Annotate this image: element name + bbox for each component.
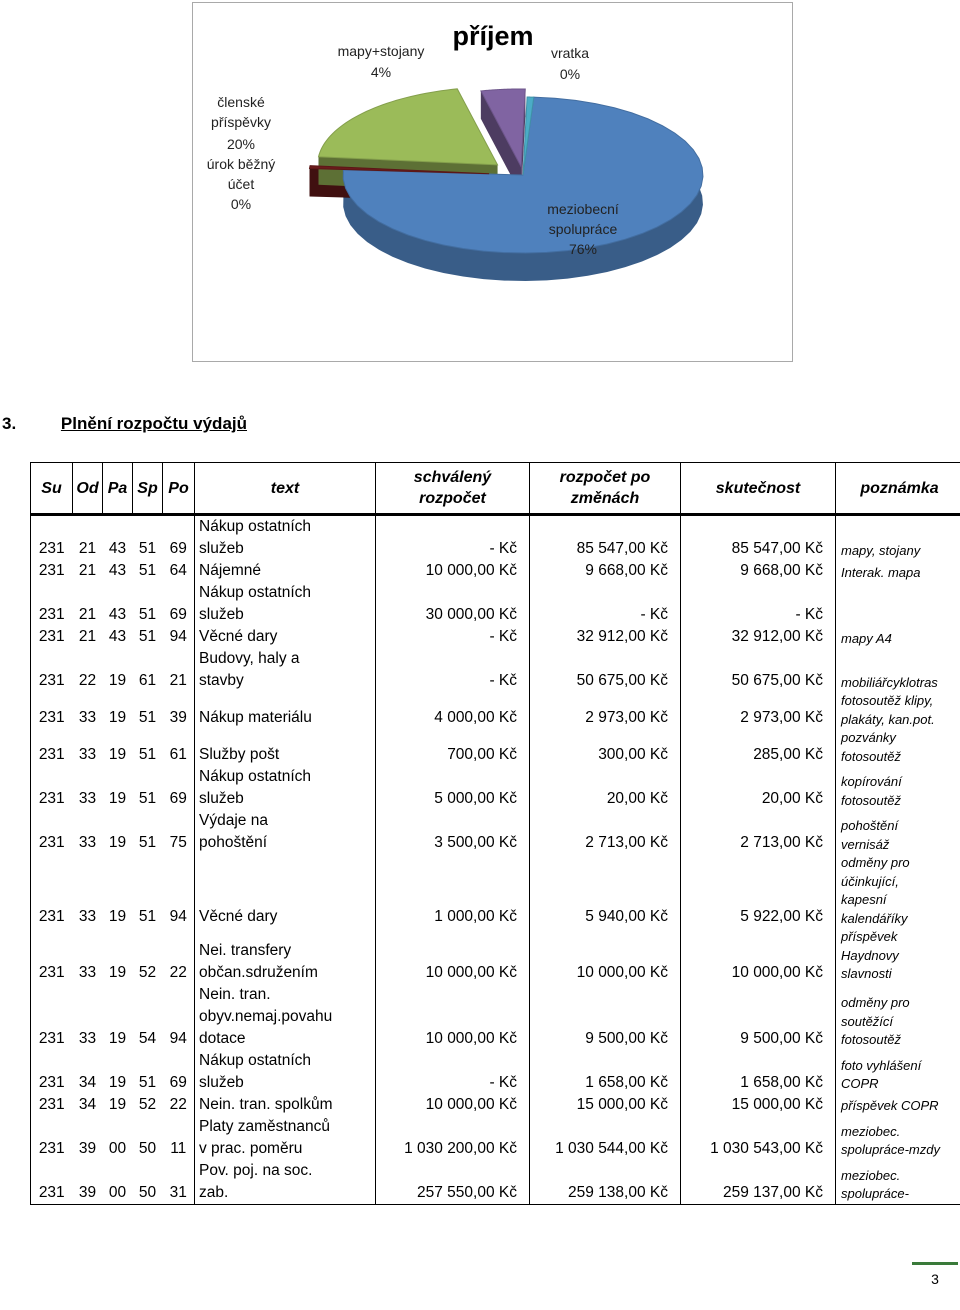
cell-budget-after-changes: 259 138,00 Kč (530, 1160, 681, 1205)
cell-note-line: kapesní (841, 892, 887, 907)
cell-text (195, 729, 376, 766)
cell-note-line: COPR (841, 1076, 879, 1091)
cell-text-line: obyv.nemaj.povahu (199, 1007, 333, 1025)
cell-text-line: Nein. tran. spolkům (199, 1095, 333, 1113)
cell-budget-after-changes: 32 912,00 Kč (530, 626, 681, 648)
cell-od: 39 (78, 1139, 97, 1157)
cell-text-line: Pov. poj. na soc. (199, 1161, 313, 1179)
cell-sp: 50 (133, 1160, 163, 1205)
cell-text-line: Nei. transfery (199, 941, 292, 959)
section-number: 3. (2, 414, 17, 433)
cell-su: 231 (31, 560, 73, 582)
cell-od: 33 (78, 908, 97, 925)
cell-text-line: Nákup materiálu (199, 709, 312, 726)
cell-approved-budget: 4 000,00 Kč (376, 692, 530, 729)
cell-su: 231 (31, 854, 73, 928)
cell-sp: 51 (138, 709, 157, 726)
cell-sp: 51 (138, 834, 157, 851)
cell-pa: 19 (108, 1095, 127, 1113)
cell-note (836, 626, 960, 648)
cell-su: 231 (31, 810, 73, 854)
cell-sp: 51 (138, 540, 157, 557)
cell-actual: 15 000,00 Kč (681, 1094, 836, 1116)
cell-note (836, 729, 960, 766)
cell-po: 69 (163, 766, 195, 810)
cell-sp: 52 (138, 1095, 157, 1113)
cell-note-line: soutěžící (841, 1013, 894, 1029)
cell-text-line: služeb (199, 540, 244, 557)
cell-po: 21 (163, 648, 195, 692)
cell-text-line: v prac. poměru (199, 1139, 303, 1157)
cell-text-line: služeb (199, 606, 244, 623)
cell-pa: 19 (108, 963, 127, 981)
cell-budget-after-changes: 15 000,00 Kč (530, 1094, 681, 1116)
table-row (31, 515, 960, 561)
cell-text (195, 560, 376, 582)
table-row (31, 928, 960, 984)
cell-od: 33 (78, 834, 97, 851)
cell-text (195, 1094, 376, 1116)
cell-note-line: fotosoutěž klipy, (841, 693, 934, 708)
header-su: Su (31, 463, 73, 515)
pie-label-percent: 0% (230, 196, 252, 212)
section-title: Plnění rozpočtu výdajů (60, 414, 248, 433)
cell-note-line: příspěvek COPR (841, 1098, 939, 1113)
cell-approved-budget: 10 000,00 Kč (376, 984, 530, 1050)
cell-approved-budget: 10 000,00 Kč (376, 928, 530, 984)
cell-approved-budget: - Kč (376, 626, 530, 648)
cell-budget-after-changes: 10 000,00 Kč (530, 928, 681, 984)
cell-actual: 2 713,00 Kč (681, 810, 836, 854)
cell-text-line: služeb (199, 1073, 244, 1091)
cell-text-line: Budovy, haly a (199, 650, 300, 667)
cell-actual: 285,00 Kč (681, 729, 836, 766)
cell-text-line: Nein. tran. (199, 985, 271, 1003)
expenditure-table (30, 462, 960, 1205)
table-row (31, 626, 960, 648)
cell-approved-budget: 5 000,00 Kč (376, 766, 530, 810)
table-row (31, 1094, 960, 1116)
cell-note-line: mapy A4 (841, 630, 892, 646)
pie-label-percent: 20% (226, 136, 256, 152)
cell-actual: 5 922,00 Kč (681, 854, 836, 928)
cell-text (195, 1160, 376, 1205)
cell-text-line: služeb (199, 790, 244, 807)
cell-text-line: zab. (199, 1183, 229, 1201)
cell-pa: 00 (108, 1139, 127, 1157)
table-row (31, 810, 960, 854)
cell-note-line: spolupráce- (841, 1186, 909, 1201)
section-heading (2, 414, 247, 434)
cell-note-line: kalendáříky (841, 910, 908, 926)
cell-note (836, 1050, 960, 1094)
cell-note-line: odměny pro (841, 995, 910, 1010)
cell-su: 231 (31, 515, 73, 561)
cell-approved-budget: 10 000,00 Kč (376, 1094, 530, 1116)
cell-actual: 20,00 Kč (681, 766, 836, 810)
table-row (31, 984, 960, 1050)
cell-note-line: odměny pro (841, 855, 910, 870)
cell-note (836, 854, 960, 928)
cell-text (195, 1050, 376, 1094)
pie-label-percent: 76% (568, 241, 598, 257)
cell-pa: 43 (108, 562, 127, 579)
cell-note (836, 766, 960, 810)
cell-actual: - Kč (681, 582, 836, 626)
cell-od: 33 (78, 746, 97, 763)
cell-sp: 51 (138, 790, 157, 807)
page-number: 3 (912, 1262, 958, 1306)
cell-od: 34 (78, 1073, 97, 1091)
cell-note (836, 928, 960, 984)
cell-sp: 61 (138, 672, 157, 689)
pie-label-percent: 0% (559, 66, 581, 82)
cell-pa: 19 (108, 834, 127, 851)
cell-text (195, 854, 376, 928)
cell-text (195, 1116, 376, 1160)
cell-text-line: Nákup ostatních (199, 518, 312, 535)
cell-note (836, 582, 960, 626)
header-budget-after-changes: rozpočet po změnách (530, 463, 681, 515)
cell-approved-budget: 700,00 Kč (376, 729, 530, 766)
cell-sp: 52 (138, 963, 157, 981)
cell-text-line: Nákup ostatních (199, 768, 312, 785)
cell-pa: 43 (108, 628, 127, 645)
cell-note-line: příspěvek (841, 929, 898, 944)
table-row (31, 648, 960, 692)
cell-po: 94 (163, 854, 195, 928)
cell-po: 31 (163, 1160, 195, 1205)
cell-note (836, 1116, 960, 1160)
cell-note (836, 515, 960, 561)
cell-note (836, 810, 960, 854)
cell-budget-after-changes: 50 675,00 Kč (530, 648, 681, 692)
cell-su: 231 (31, 1160, 73, 1205)
cell-text-line: Nákup ostatních (199, 1051, 312, 1069)
cell-text-line: občan.sdružením (199, 963, 318, 981)
cell-note (836, 648, 960, 692)
cell-note-line: meziobec. (841, 1167, 901, 1183)
cell-budget-after-changes: 20,00 Kč (530, 766, 681, 810)
pie-label-meziobecni: spolupráce (548, 221, 618, 237)
cell-budget-after-changes: 2 973,00 Kč (530, 692, 681, 729)
cell-text (195, 928, 376, 984)
cell-text (195, 984, 376, 1050)
cell-actual: 259 137,00 Kč (681, 1160, 836, 1205)
cell-note-line: vernisáž (841, 836, 890, 852)
cell-approved-budget: 10 000,00 Kč (376, 560, 530, 582)
cell-sp: 50 (138, 1139, 157, 1157)
cell-note-line: Haydnovy (841, 947, 899, 963)
cell-note-line: fotosoutěž (841, 748, 901, 764)
cell-su: 231 (31, 692, 73, 729)
cell-note-line: kopírování (841, 774, 902, 789)
cell-actual: 9 500,00 Kč (681, 984, 836, 1050)
cell-actual: 1 658,00 Kč (681, 1050, 836, 1094)
cell-note-line: mapy, stojany (841, 542, 921, 558)
cell-pa: 00 (103, 1160, 133, 1205)
header-pa: Pa (103, 463, 133, 515)
table-row (31, 1116, 960, 1160)
cell-po: 69 (163, 582, 195, 626)
cell-note-line: meziobec. (841, 1123, 901, 1139)
header-text: text (195, 463, 376, 515)
cell-text-line: Služby pošt (199, 746, 280, 763)
cell-od: 21 (78, 540, 97, 557)
cell-note-line: mobiliářcyklotras (841, 674, 938, 690)
cell-text-line: dotace (199, 1029, 246, 1047)
cell-text-line: pohoštění (199, 834, 268, 851)
cell-pa: 19 (108, 746, 127, 763)
pie-label-mapy: mapy+stojany (337, 43, 425, 59)
header-actual: skutečnost (681, 463, 836, 515)
cell-note (836, 560, 960, 582)
chart-title: příjem (452, 21, 534, 51)
cell-text-line: Nákup ostatních (199, 584, 312, 601)
cell-note-line: plakáty, kan.pot. (841, 711, 935, 727)
cell-sp: 54 (138, 1029, 157, 1047)
table-row (31, 560, 960, 582)
cell-approved-budget: - Kč (376, 1050, 530, 1094)
cell-sp: 51 (138, 746, 157, 763)
cell-po: 94 (163, 984, 195, 1050)
cell-approved-budget: - Kč (376, 648, 530, 692)
cell-sp: 51 (138, 562, 157, 579)
cell-budget-after-changes: 85 547,00 Kč (530, 515, 681, 561)
cell-od: 39 (73, 1160, 103, 1205)
cell-text-line: stavby (199, 672, 244, 689)
cell-actual: 10 000,00 Kč (681, 928, 836, 984)
cell-pa: 19 (108, 672, 127, 689)
cell-po: 75 (163, 810, 195, 854)
cell-note-line: pohoštění (841, 818, 899, 833)
cell-su: 231 (31, 648, 73, 692)
cell-note-line: slavnosti (841, 966, 892, 981)
cell-text-line: Věcné dary (199, 908, 278, 925)
cell-text-line: Nájemné (199, 562, 262, 579)
cell-text (195, 810, 376, 854)
cell-approved-budget: 1 030 200,00 Kč (376, 1116, 530, 1160)
cell-po: 69 (163, 1050, 195, 1094)
cell-text (195, 648, 376, 692)
cell-sp: 51 (138, 606, 157, 623)
cell-note-line: účinkující, (841, 873, 899, 889)
cell-note-line: fotosoutěž (841, 1032, 901, 1047)
cell-od: 33 (78, 709, 97, 726)
cell-od: 21 (78, 628, 97, 645)
cell-pa: 19 (108, 709, 127, 726)
cell-su: 231 (31, 928, 73, 984)
cell-approved-budget: 30 000,00 Kč (376, 582, 530, 626)
cell-su: 231 (31, 1094, 73, 1116)
pie-label-clenske: členské (217, 94, 265, 110)
pie-label-vratka: vratka (550, 45, 590, 61)
pie-label-meziobecni: meziobecní (547, 201, 619, 217)
table-header-row (31, 463, 960, 515)
pie-chart-canvas (193, 3, 792, 361)
cell-po: 61 (163, 729, 195, 766)
cell-approved-budget: 257 550,00 Kč (376, 1160, 530, 1205)
cell-text (195, 515, 376, 561)
cell-su: 231 (31, 1116, 73, 1160)
header-po: Po (163, 463, 195, 515)
pie-slice (318, 89, 497, 165)
cell-od: 34 (78, 1095, 97, 1113)
cell-po: 22 (163, 1094, 195, 1116)
cell-su: 231 (31, 626, 73, 648)
table-row (31, 582, 960, 626)
header-sp: Sp (133, 463, 163, 515)
cell-po: 94 (163, 626, 195, 648)
cell-approved-budget: 1 000,00 Kč (376, 854, 530, 928)
cell-note-line: Interak. mapa (841, 564, 921, 580)
pie-label-urok: úrok běžný (206, 156, 276, 172)
cell-pa: 43 (108, 606, 127, 623)
cell-text-line: Výdaje na (199, 812, 268, 829)
cell-po: 64 (163, 560, 195, 582)
cell-po: 69 (163, 515, 195, 561)
cell-od: 22 (78, 672, 97, 689)
cell-od: 33 (78, 790, 97, 807)
cell-od: 21 (78, 606, 97, 623)
income-pie-chart (192, 2, 793, 362)
cell-pa: 43 (108, 540, 127, 557)
pie-label-percent: 4% (370, 64, 392, 80)
cell-su: 231 (31, 582, 73, 626)
table-row (31, 854, 960, 928)
cell-actual: 85 547,00 Kč (681, 515, 836, 561)
cell-sp: 51 (138, 908, 157, 925)
cell-od: 33 (78, 1029, 97, 1047)
cell-su: 231 (31, 766, 73, 810)
cell-su: 231 (31, 729, 73, 766)
table-row (31, 729, 960, 766)
cell-po: 11 (163, 1116, 195, 1160)
cell-text (195, 692, 376, 729)
header-approved-budget: schválený rozpočet (376, 463, 530, 515)
cell-pa: 19 (108, 1073, 127, 1091)
table-row (31, 692, 960, 729)
cell-po: 39 (163, 692, 195, 729)
cell-pa: 19 (108, 908, 127, 925)
cell-budget-after-changes: 2 713,00 Kč (530, 810, 681, 854)
cell-budget-after-changes: 1 658,00 Kč (530, 1050, 681, 1094)
cell-note-line: foto vyhlášení (841, 1057, 922, 1073)
cell-od: 21 (78, 562, 97, 579)
header-od: Od (73, 463, 103, 515)
cell-budget-after-changes: - Kč (530, 582, 681, 626)
header-note: poznámka (836, 463, 960, 515)
cell-text (195, 582, 376, 626)
cell-sp: 51 (138, 628, 157, 645)
cell-actual: 2 973,00 Kč (681, 692, 836, 729)
table-row (31, 1050, 960, 1094)
cell-sp: 51 (138, 1073, 157, 1091)
cell-su: 231 (31, 1050, 73, 1094)
cell-approved-budget: - Kč (376, 515, 530, 561)
cell-budget-after-changes: 1 030 544,00 Kč (530, 1116, 681, 1160)
cell-note-line: pozvánky (841, 730, 896, 745)
cell-actual: 32 912,00 Kč (681, 626, 836, 648)
cell-budget-after-changes: 300,00 Kč (530, 729, 681, 766)
cell-note (836, 984, 960, 1050)
cell-budget-after-changes: 9 500,00 Kč (530, 984, 681, 1050)
cell-pa: 19 (108, 1029, 127, 1047)
table-row (31, 766, 960, 810)
cell-text (195, 626, 376, 648)
cell-note (836, 1094, 960, 1116)
cell-pa: 19 (108, 790, 127, 807)
cell-text-line: Platy zaměstnanců (199, 1117, 330, 1135)
cell-text (195, 766, 376, 810)
cell-note-line: fotosoutěž (841, 792, 901, 808)
cell-budget-after-changes: 9 668,00 Kč (530, 560, 681, 582)
cell-approved-budget: 3 500,00 Kč (376, 810, 530, 854)
cell-note (836, 692, 960, 729)
cell-note-line: spolupráce-mzdy (841, 1142, 940, 1157)
table-row (31, 1160, 960, 1205)
cell-budget-after-changes: 5 940,00 Kč (530, 854, 681, 928)
pie-label-clenske: příspěvky (211, 114, 271, 130)
cell-text-line: Věcné dary (199, 628, 278, 645)
cell-actual: 50 675,00 Kč (681, 648, 836, 692)
cell-od: 33 (78, 963, 97, 981)
cell-actual: 1 030 543,00 Kč (681, 1116, 836, 1160)
cell-po: 22 (163, 928, 195, 984)
pie-label-urok: účet (227, 176, 255, 192)
cell-actual: 9 668,00 Kč (681, 560, 836, 582)
cell-note (836, 1160, 960, 1205)
cell-su: 231 (31, 984, 73, 1050)
